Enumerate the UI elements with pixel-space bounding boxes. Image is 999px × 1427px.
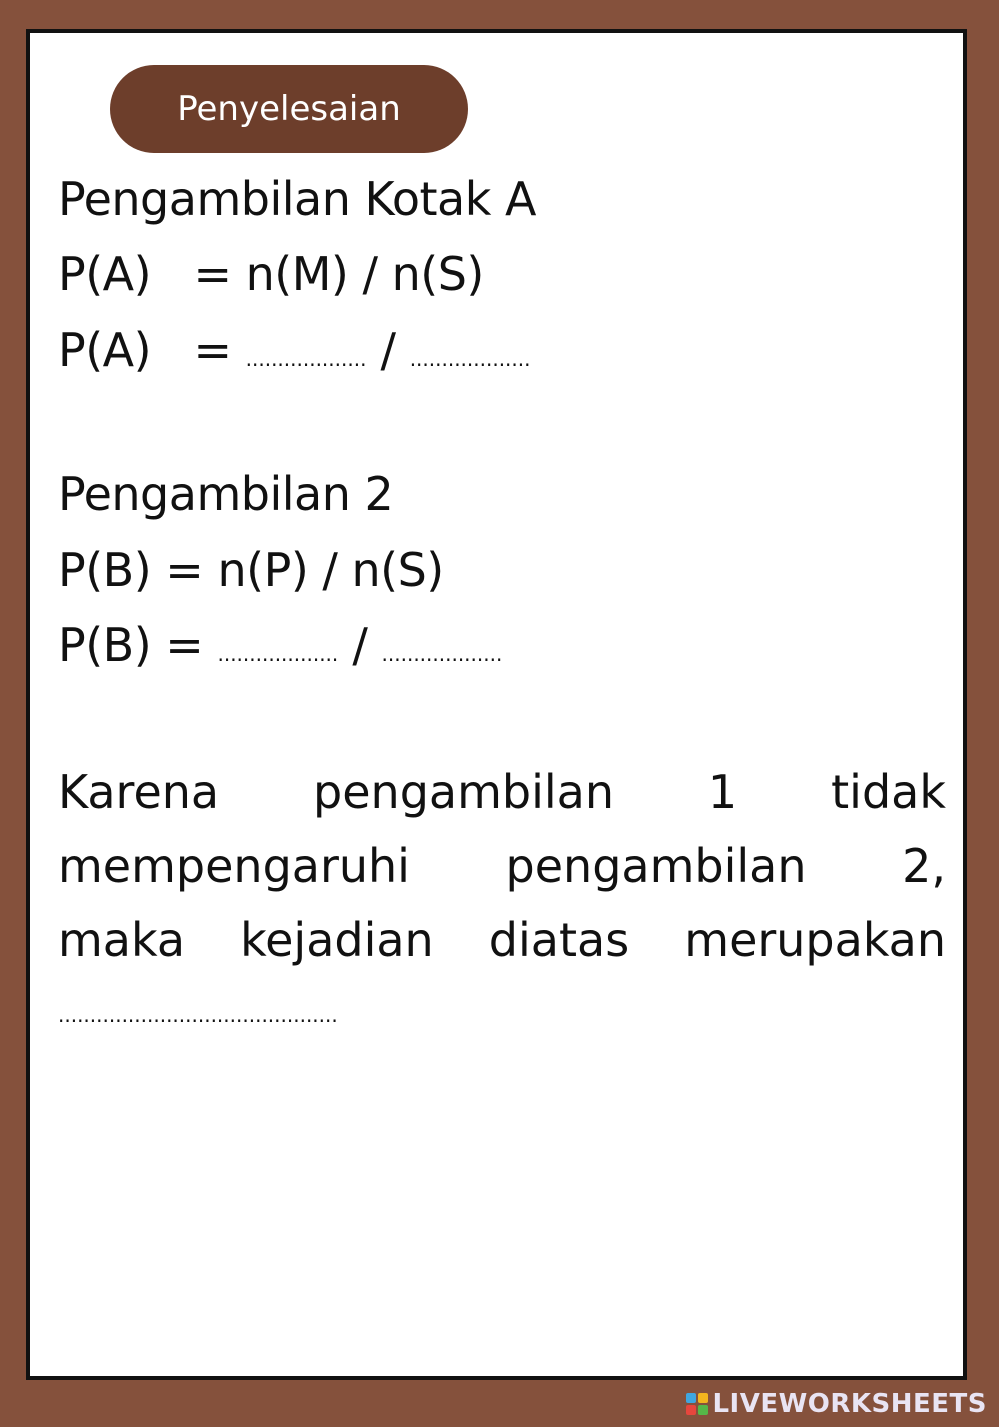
conclusion-line-1: Karena pengambilan 1 tidak bbox=[58, 765, 946, 819]
worksheet-page bbox=[26, 29, 967, 1380]
section-a-answer-prefix: P(A) = bbox=[58, 323, 246, 377]
section-header-pill: Penyelesaian bbox=[110, 65, 468, 153]
section-a-formula: P(A) = n(M) / n(S) bbox=[58, 247, 484, 301]
section-a-blank-numerator[interactable]: ................... bbox=[245, 347, 367, 371]
liveworksheets-logo-icon bbox=[686, 1393, 708, 1415]
liveworksheets-brand: LIVEWORKSHEETS bbox=[712, 1389, 987, 1419]
section-a-answer-separator: / bbox=[366, 323, 410, 377]
conclusion-line-3: maka kejadian diatas merupakan bbox=[58, 913, 946, 967]
section-b-formula: P(B) = n(P) / n(S) bbox=[58, 543, 444, 597]
conclusion-blank[interactable]: ............................................ bbox=[58, 1003, 338, 1027]
section-b-blank-numerator[interactable]: ................... bbox=[217, 642, 339, 666]
section-b-title: Pengambilan 2 bbox=[58, 467, 394, 521]
section-a-answer-row bbox=[58, 322, 530, 387]
section-b-answer-separator: / bbox=[338, 618, 382, 672]
conclusion-line-2: mempengaruhi pengambilan 2, bbox=[58, 839, 946, 893]
section-b-answer-row bbox=[58, 617, 502, 682]
section-b-answer-prefix: P(B) = bbox=[58, 618, 218, 672]
section-a-title: Pengambilan Kotak A bbox=[58, 172, 536, 226]
liveworksheets-footer bbox=[686, 1387, 987, 1421]
section-b-blank-denominator[interactable]: ................... bbox=[381, 642, 503, 666]
section-a-blank-denominator[interactable]: ................... bbox=[409, 347, 531, 371]
